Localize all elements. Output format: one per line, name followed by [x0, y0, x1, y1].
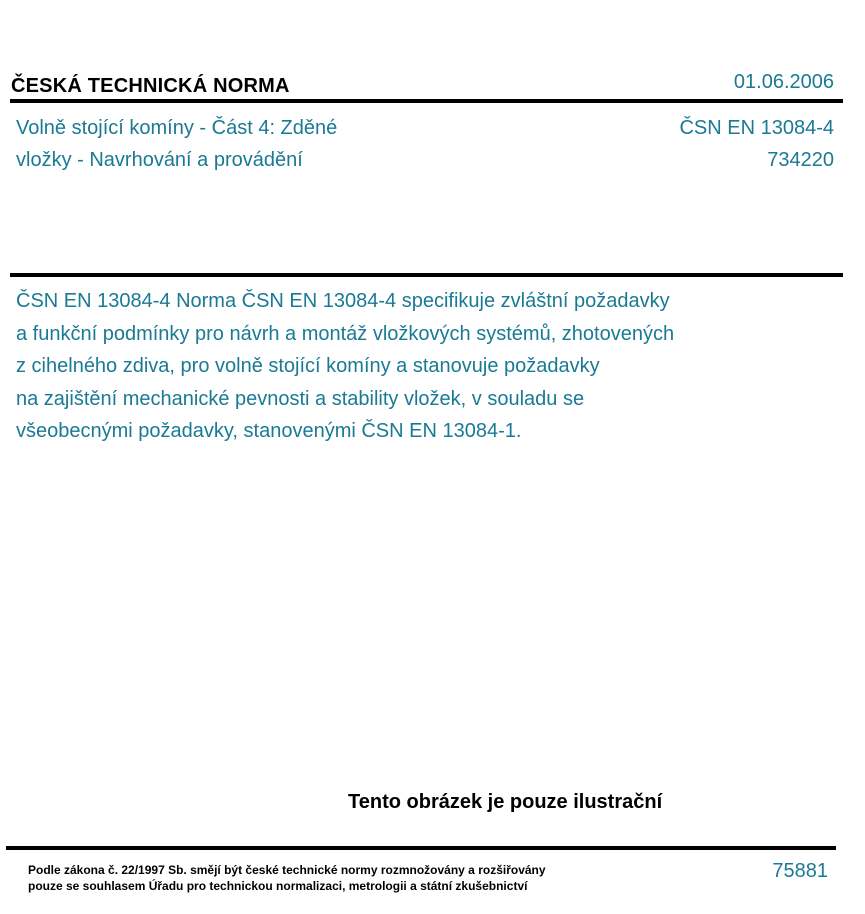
document-type-heading: ČESKÁ TECHNICKÁ NORMA	[11, 75, 290, 97]
legal-notice-line-2: pouze se souhlasem Úřadu pro technickou normalizaci, metrologii a státní zkušebnictví	[28, 879, 528, 893]
description-line: z cihelného zdiva, pro volně stojící komíny a stanovuje požadavky	[16, 355, 600, 377]
footer-divider	[6, 846, 836, 850]
header-divider	[10, 99, 843, 103]
document-number: 75881	[772, 860, 828, 882]
classification-number: 734220	[767, 149, 834, 171]
standard-code: ČSN EN 13084-4	[679, 117, 834, 139]
description-line: na zajištění mechanické pevnosti a stability vložek, v souladu se	[16, 387, 585, 410]
description-line: ČSN EN 13084-4 Norma ČSN EN 13084-4 specifikuje zvláštní požadavky	[16, 290, 670, 312]
legal-notice	[28, 862, 546, 894]
standard-description	[16, 285, 776, 448]
description-line: všeobecnými požadavky, stanovenými ČSN EN 13084-1.	[16, 420, 522, 442]
illustration-notice: Tento obrázek je pouze ilustrační	[348, 791, 663, 813]
publication-date: 01.06.2006	[733, 71, 834, 93]
section-divider	[10, 273, 843, 277]
standard-title-line-2: vložky - Navrhování a provádění	[16, 149, 303, 171]
standard-title-line-1: Volně stojící komíny - Část 4: Zděné	[16, 117, 338, 139]
legal-notice-line-1: Podle zákona č. 22/1997 Sb. smějí být české technické normy rozmnožovány a rozšiřovány	[28, 863, 546, 877]
description-line: a funkční podmínky pro návrh a montáž vložkových systémů, zhotovených	[16, 322, 675, 345]
